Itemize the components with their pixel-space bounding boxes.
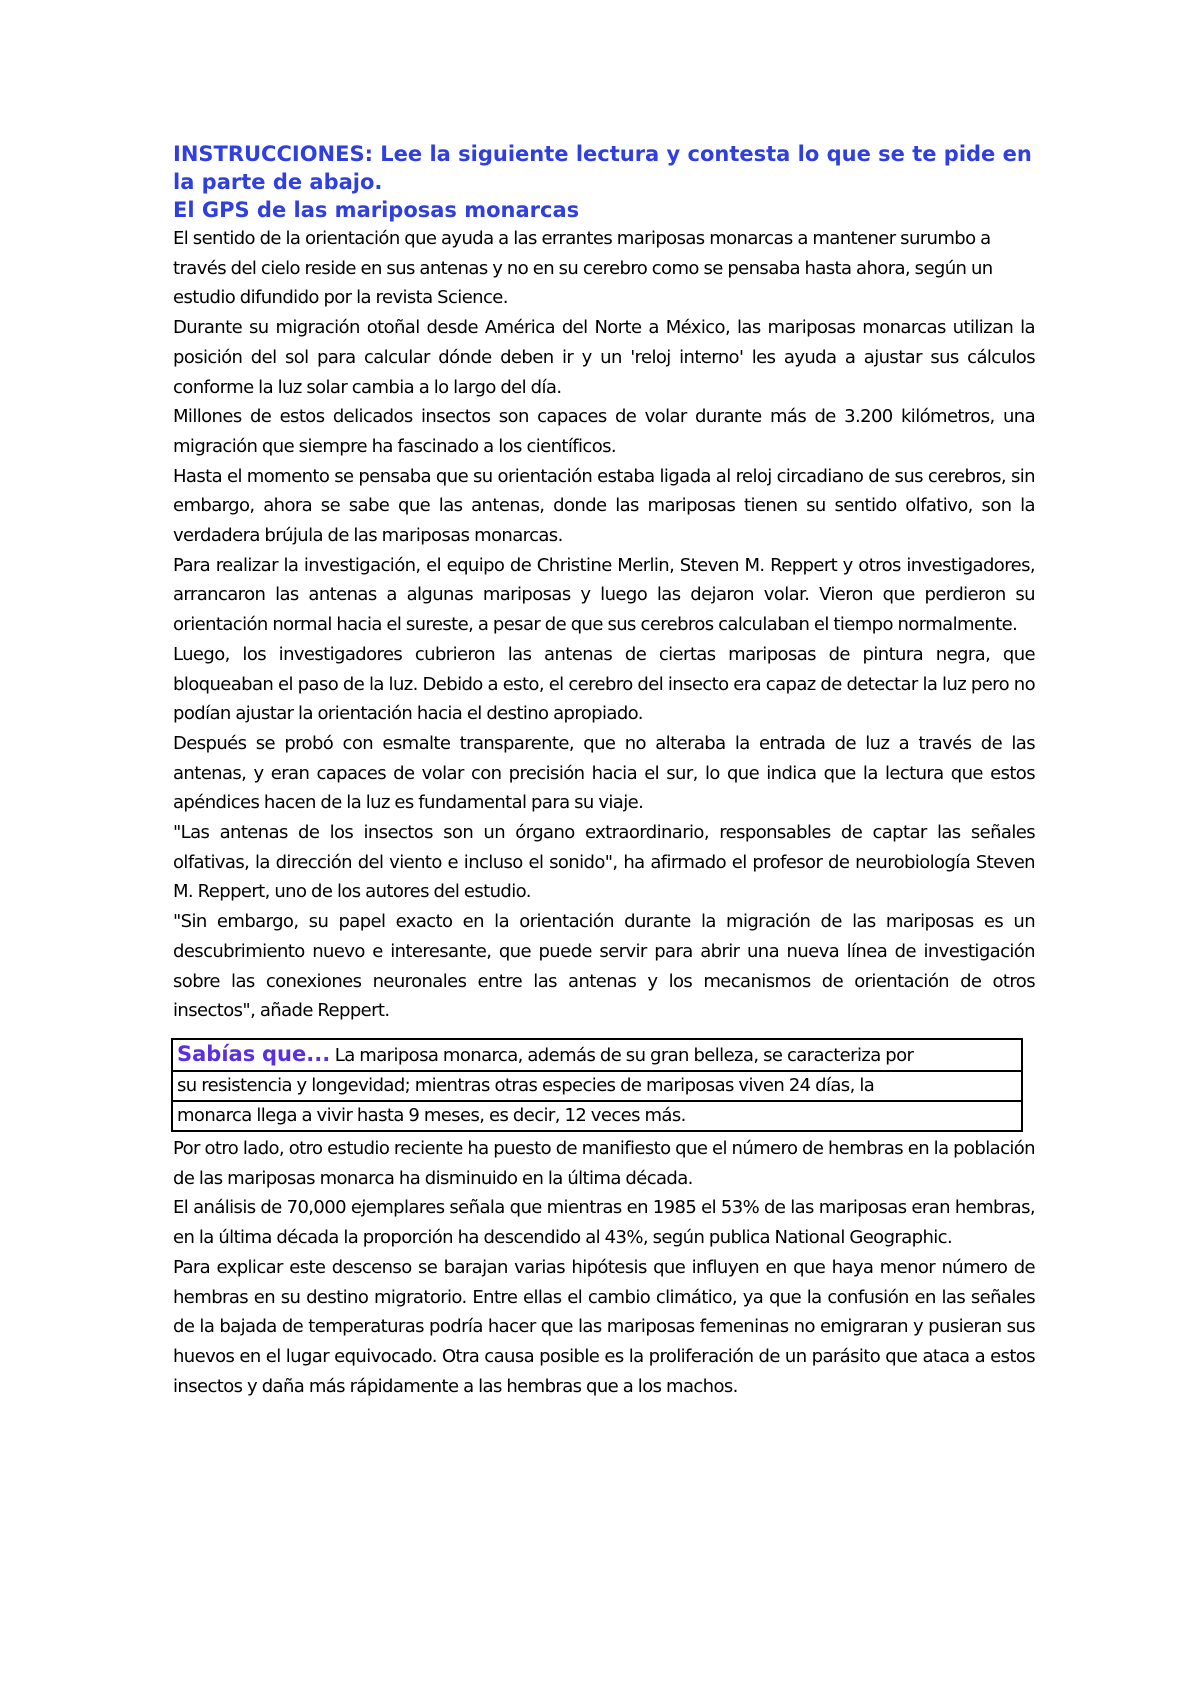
paragraph-distance: Millones de estos delicados insectos son capaces de volar durante más de 3.200 kilómetros, una migración que siempre ha fascinado a los científicos. xyxy=(173,406,1035,457)
paragraph-females-decline: Por otro lado, otro estudio reciente ha puesto de manifiesto que el número de hembras en la población de las mariposas monarca ha disminuido en la última década. xyxy=(173,1137,1035,1189)
instructions-heading: INSTRUCCIONES: Lee la siguiente lectura y contesta lo que se te pide en la parte de abajo. xyxy=(173,142,1032,194)
callout-row-1 xyxy=(172,1039,1022,1071)
did-you-know-box xyxy=(171,1038,1023,1132)
callout-row-3: monarca llega a vivir hasta 9 meses, es decir, 12 veces más. xyxy=(172,1101,1022,1131)
paragraph-quote-antennas: "Las antenas de los insectos son un órgano extraordinario, responsables de captar las señales olfativas, la dirección del viento e incluso el sonido", ha afirmado el profesor de neurobiología Steven M. Reppert, uno de los autores del estudio. xyxy=(173,822,1035,903)
callout-text-1: La mariposa monarca, además de su gran belleza, se caracteriza por xyxy=(334,1044,914,1066)
paragraph-intro: El sentido de la orientación que ayuda a las errantes mariposas monarcas a mantener surumbo a través del cielo reside en sus antenas y no en su cerebro como se pensaba hasta ahora, según un estudio difundido por la revista Science. xyxy=(173,228,993,309)
paragraph-analysis: El análisis de 70,000 ejemplares señala que mientras en 1985 el 53% de las mariposas eran hembras, en la última década la proporción ha descendido al 43%, según publica National Geographic. xyxy=(173,1197,1035,1249)
paragraph-migration: Durante su migración otoñal desde América del Norte a México, las mariposas monarcas utilizan la posición del sol para calcular dónde deben ir y un 'reloj interno' les ayuda a ajustar sus cálculos conforme la luz solar cambia a lo largo del día. xyxy=(173,317,1035,398)
article-title: El GPS de las mariposas monarcas xyxy=(173,198,580,222)
paragraph-quote-reppert: "Sin embargo, su papel exacto en la orientación durante la migración de las mariposas es un descubrimiento nuevo e interesante, que puede servir para abrir una nueva línea de investigación sobre las conexiones neuronales entre las antenas y los mecanismos de orientación de otros insectos", añade Reppert. xyxy=(173,911,1035,1022)
paragraph-transparent-enamel: Después se probó con esmalte transparente, que no alteraba la entrada de luz a través de las antenas, y eran capaces de volar con precisión hacia el sur, lo que indica que la lectura que estos apéndices hacen de la luz es fundamental para su viaje. xyxy=(173,732,1035,814)
callout-title: Sabías que... xyxy=(177,1041,331,1066)
callout-row-2: su resistencia y longevidad; mientras otras especies de mariposas viven 24 días, la xyxy=(172,1071,1022,1101)
paragraph-investigation: Para realizar la investigación, el equipo de Christine Merlin, Steven M. Reppert y otros investigadores, arrancaron las antenas a algunas mariposas y luego las dejaron volar. Vieron que perdieron su orientación normal hacia el sureste, a pesar de que sus cerebros calculaban el tiempo normalmente. xyxy=(173,554,1035,636)
paragraph-orientation: Hasta el momento se pensaba que su orientación estaba ligada al reloj circadiano de sus cerebros, sin embargo, ahora se sabe que las antenas, donde las mariposas tienen su sentido olfativo, son la verdadera brújula de las mariposas monarcas. xyxy=(173,465,1035,547)
paragraph-hypotheses: Para explicar este descenso se barajan varias hipótesis que influyen en que haya menor número de hembras en su destino migratorio. Entre ellas el cambio climático, ya que la confusión en las señales de la bajada de temperaturas podría hacer que las mariposas femeninas no emigraran y pusieran sus huevos en el lugar equivocado. Otra causa posible es la proliferación de un parásito que ataca a estos insectos y daña más rápidamente a las hembras que a los machos. xyxy=(173,1256,1035,1397)
paragraph-black-paint: Luego, los investigadores cubrieron las antenas de ciertas mariposas de pintura negra, que bloqueaban el paso de la luz. Debido a esto, el cerebro del insecto era capaz de detectar la luz pero no podían ajustar la orientación hacia el destino apropiado. xyxy=(173,643,1035,725)
document-body xyxy=(173,140,1035,1401)
